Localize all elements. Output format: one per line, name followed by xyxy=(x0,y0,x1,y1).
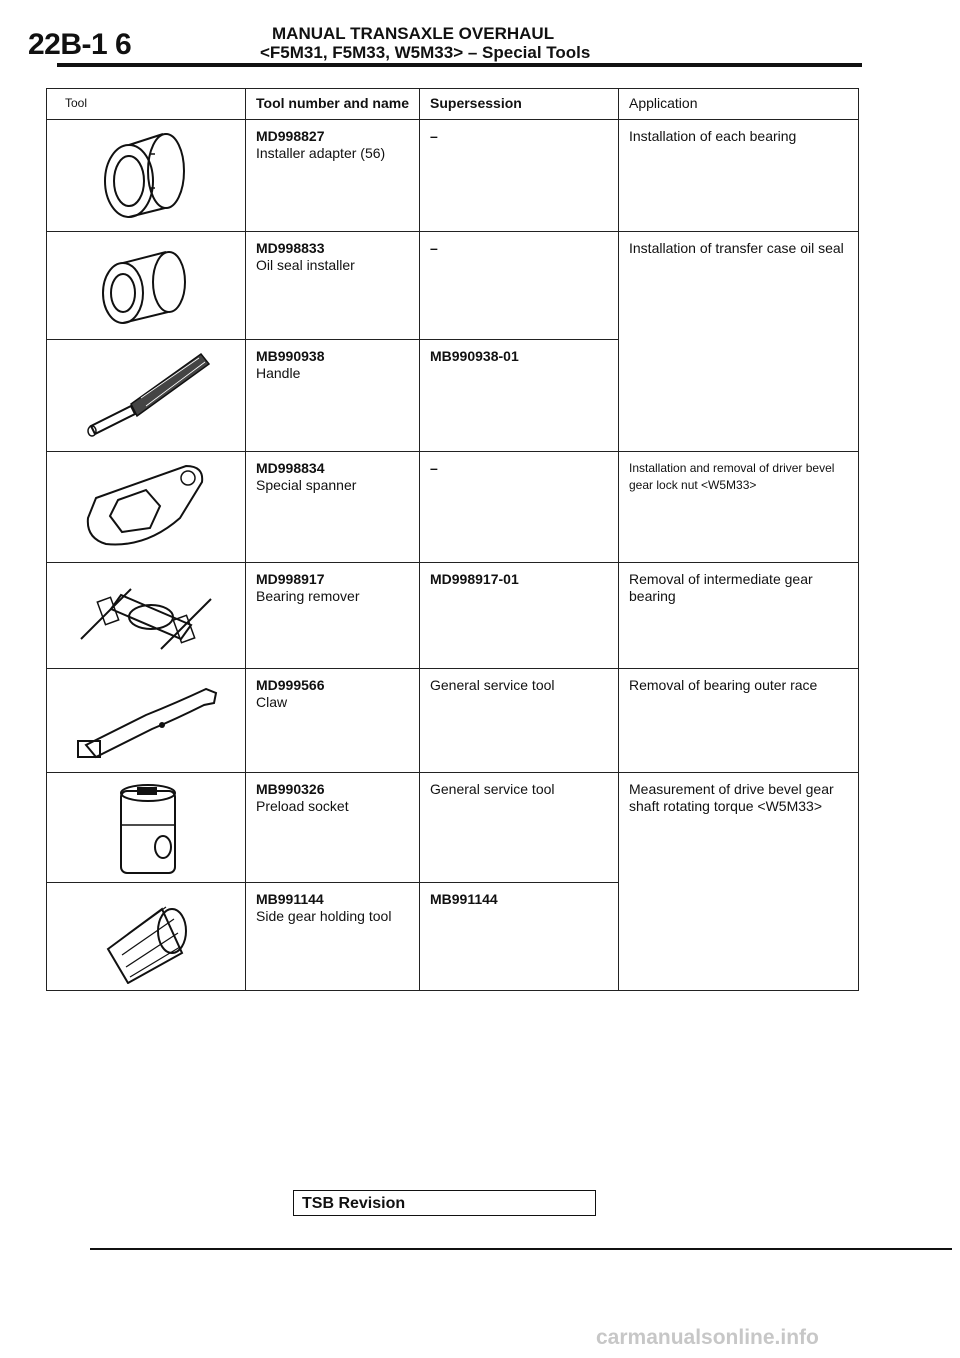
tool-name: Special spanner xyxy=(256,477,357,493)
application-text: Installation of each bearing xyxy=(629,128,797,144)
application-cell xyxy=(619,669,859,773)
application-text: Installation and removal of driver bevel gear lock nut <W5M33> xyxy=(629,461,835,492)
application-text: Removal of intermediate gear bearing xyxy=(629,571,813,604)
supersession-cell xyxy=(420,340,619,452)
supersession-cell xyxy=(420,773,619,883)
oil-seal-installer-icon xyxy=(91,238,201,333)
special-spanner-icon xyxy=(76,458,216,553)
tool-image-cell xyxy=(47,563,246,669)
header-rule xyxy=(57,63,862,67)
application-cell xyxy=(619,120,859,232)
supersession-value: MB990938-01 xyxy=(430,348,519,364)
supersession-value: General service tool xyxy=(430,781,555,797)
page-subtitle: <F5M31, F5M33, W5M33> – Special Tools xyxy=(260,43,591,62)
supersession-cell xyxy=(420,232,619,340)
column-header-number-name: Tool number and name xyxy=(246,89,420,120)
supersession-value: MB991144 xyxy=(430,891,498,907)
tool-number: MD999566 xyxy=(256,677,325,693)
application-text: Removal of bearing outer race xyxy=(629,677,818,693)
tool-number-name-cell xyxy=(246,563,420,669)
supersession-cell xyxy=(420,120,619,232)
tool-name: Side gear holding tool xyxy=(256,908,392,924)
tool-name: Installer adapter (56) xyxy=(256,145,386,161)
page-number: 22B-1 6 xyxy=(28,28,132,61)
supersession-cell xyxy=(420,563,619,669)
side-gear-holding-tool-icon xyxy=(86,889,206,984)
page-title: MANUAL TRANSAXLE OVERHAUL xyxy=(272,24,555,43)
claw-icon xyxy=(66,675,226,765)
supersession-value: – xyxy=(430,460,438,476)
supersession-cell xyxy=(420,669,619,773)
table-header-row xyxy=(47,89,859,120)
application-cell xyxy=(619,773,859,991)
supersession-value: MD998917-01 xyxy=(430,571,519,587)
tool-number: MD998917 xyxy=(256,571,325,587)
table-row xyxy=(47,120,859,232)
tool-number-name-cell xyxy=(246,773,420,883)
tool-number-name-cell xyxy=(246,669,420,773)
footer-rule xyxy=(90,1248,952,1250)
tool-image-cell xyxy=(47,232,246,340)
tool-number-name-cell xyxy=(246,232,420,340)
tool-number: MD998827 xyxy=(256,128,325,144)
bearing-remover-icon xyxy=(71,569,221,664)
tsb-revision-box: TSB Revision xyxy=(293,1190,596,1216)
supersession-value: General service tool xyxy=(430,677,555,693)
supersession-value: – xyxy=(430,240,438,256)
tool-number: MB991144 xyxy=(256,891,324,907)
tool-number-name-cell xyxy=(246,452,420,563)
column-header-tool: Tool xyxy=(47,89,246,120)
tool-number: MB990326 xyxy=(256,781,325,797)
supersession-cell xyxy=(420,452,619,563)
table-row xyxy=(47,669,859,773)
handle-icon xyxy=(71,346,221,446)
tool-number: MD998834 xyxy=(256,460,325,476)
tool-name: Handle xyxy=(256,365,301,381)
tool-number-name-cell xyxy=(246,340,420,452)
application-text: Measurement of drive bevel gear shaft rotating torque <W5M33> xyxy=(629,781,834,814)
tool-name: Claw xyxy=(256,694,288,710)
application-cell xyxy=(619,232,859,452)
table-row xyxy=(47,563,859,669)
table-row xyxy=(47,232,859,340)
tool-image-cell xyxy=(47,120,246,232)
watermark: carmanualsonline.info xyxy=(596,1326,819,1349)
tool-number-name-cell xyxy=(246,120,420,232)
column-header-application: Application xyxy=(619,89,859,120)
preload-socket-icon xyxy=(91,779,201,879)
application-text: Installation of transfer case oil seal xyxy=(629,240,844,256)
tool-name: Bearing remover xyxy=(256,588,360,604)
application-cell xyxy=(619,563,859,669)
supersession-cell xyxy=(420,883,619,991)
table-row xyxy=(47,452,859,563)
tool-image-cell xyxy=(47,883,246,991)
tool-image-cell xyxy=(47,340,246,452)
special-tools-table xyxy=(46,88,859,991)
tool-number: MB990938 xyxy=(256,348,325,364)
tool-image-cell xyxy=(47,773,246,883)
tool-image-cell xyxy=(47,669,246,773)
tool-number-name-cell xyxy=(246,883,420,991)
tool-name: Preload socket xyxy=(256,798,349,814)
tool-name: Oil seal installer xyxy=(256,257,355,273)
tool-image-cell xyxy=(47,452,246,563)
column-header-supersession: Supersession xyxy=(420,89,619,120)
supersession-value: – xyxy=(430,128,438,144)
tool-number: MD998833 xyxy=(256,240,325,256)
installer-adapter-icon xyxy=(91,126,201,221)
table-row xyxy=(47,773,859,883)
application-cell xyxy=(619,452,859,563)
